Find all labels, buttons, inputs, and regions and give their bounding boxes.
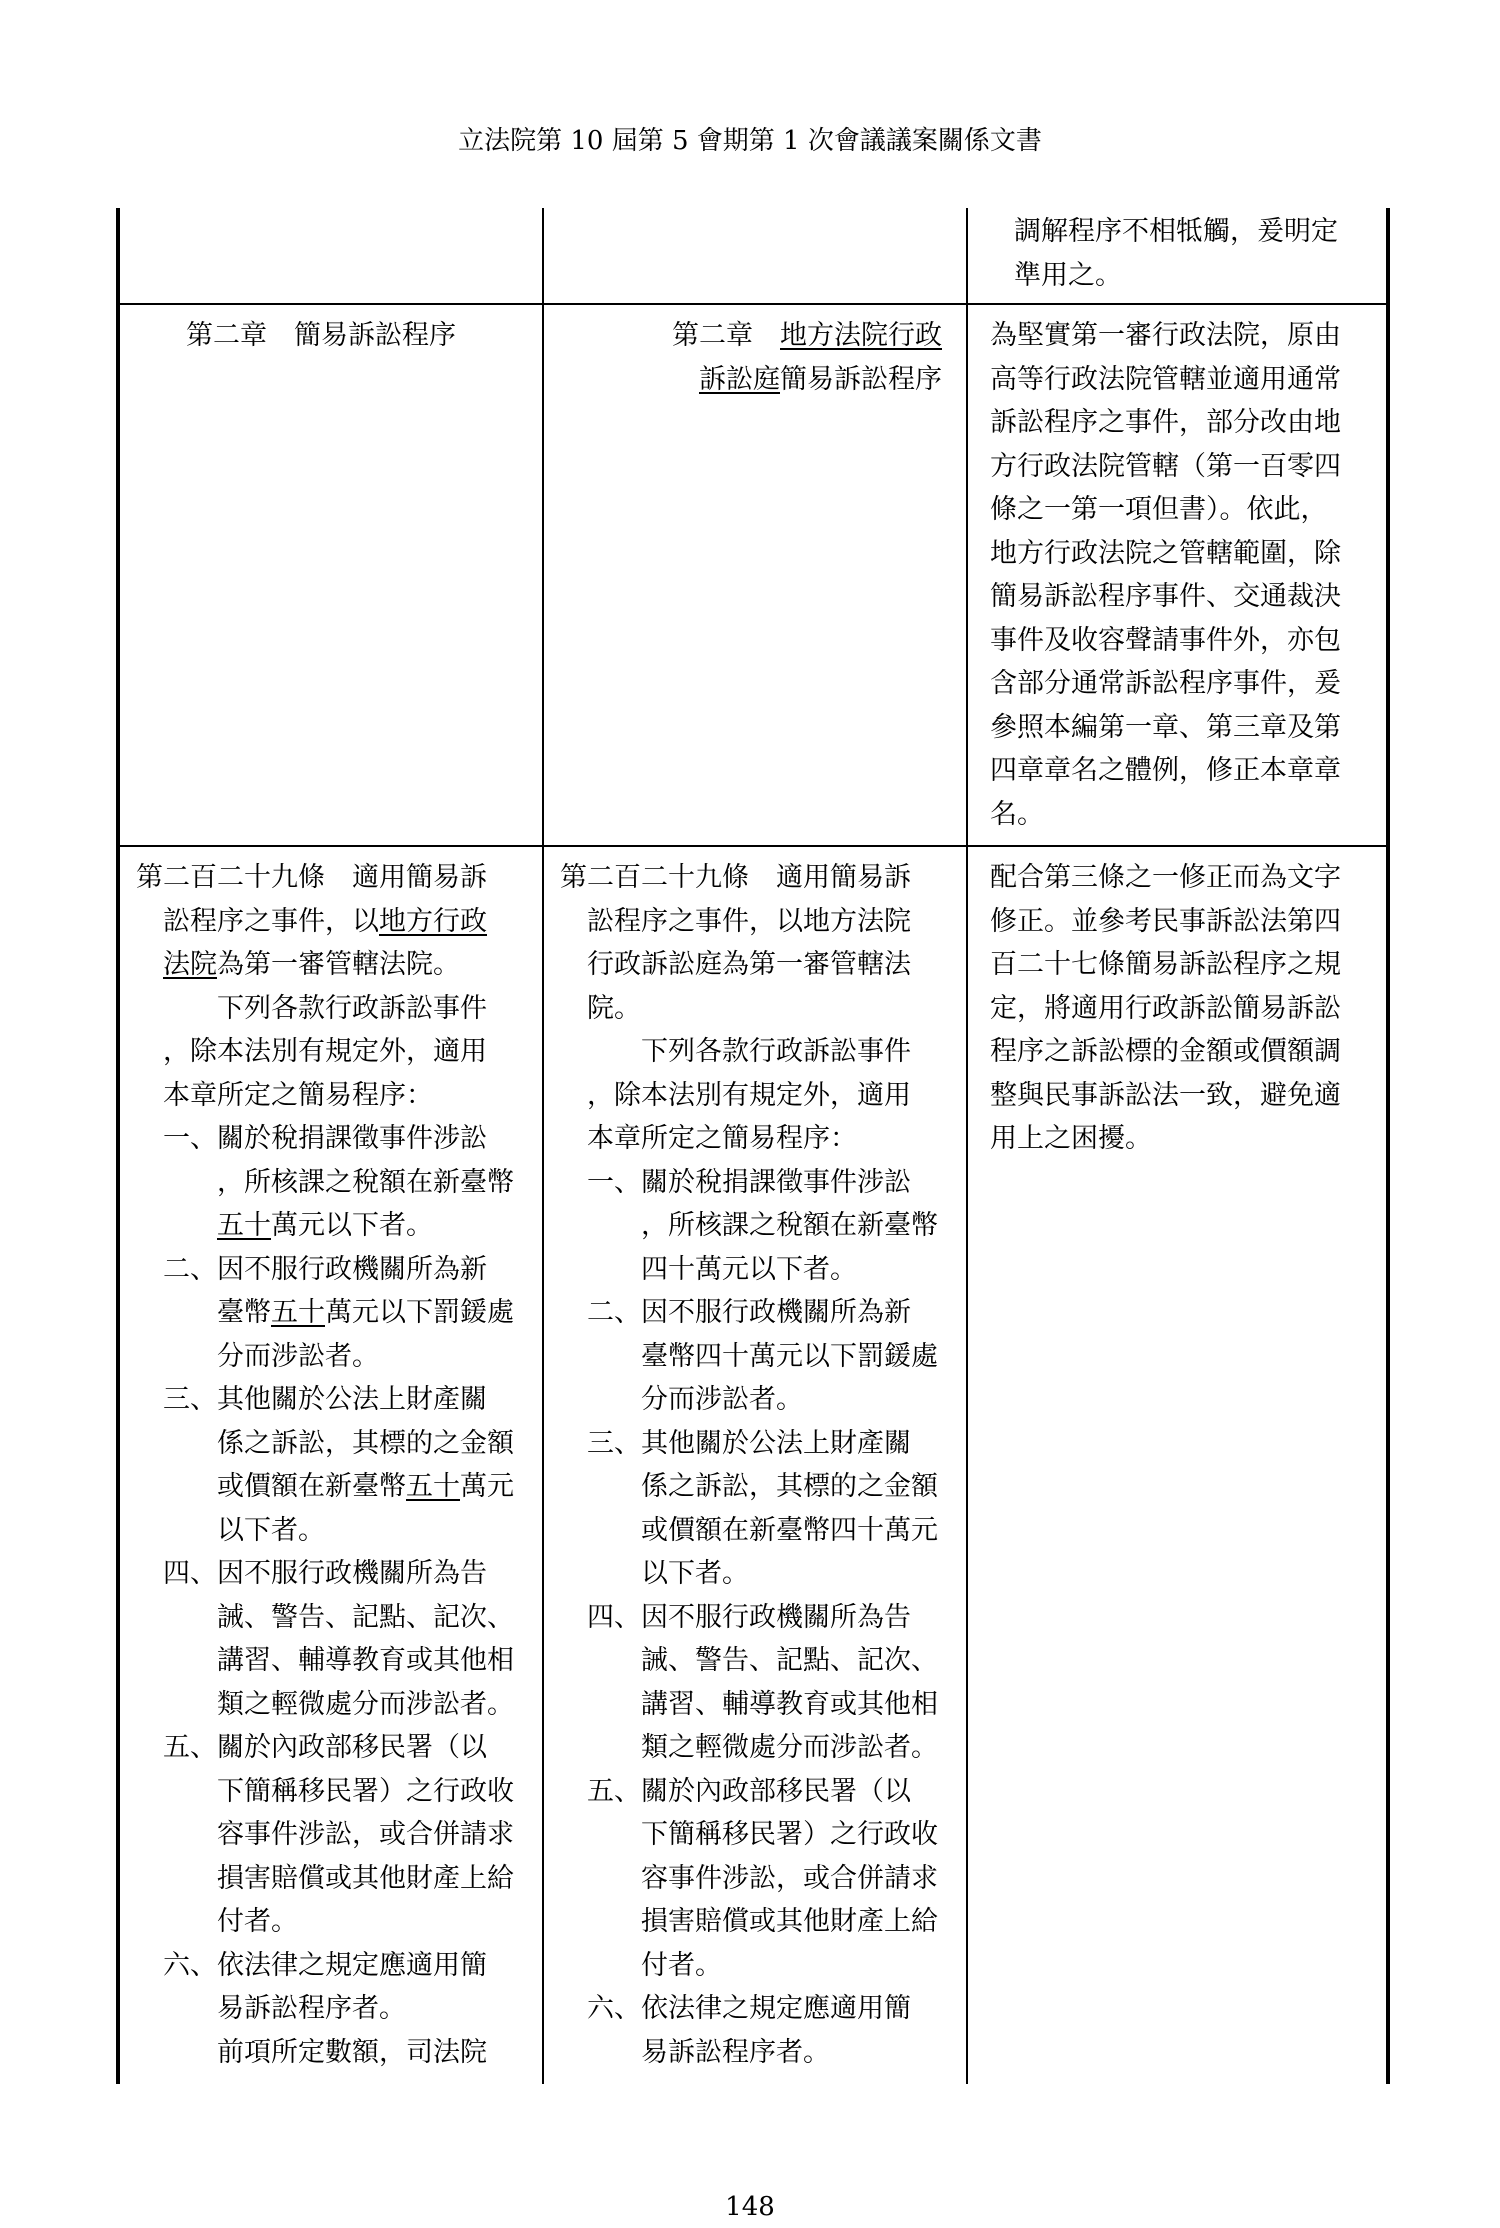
text-line: 第二百二十九條 適用簡易訴 [560,862,911,893]
text-line: 百二十七條簡易訴訟程序之規 [990,949,1341,980]
text-line: 或價額在新臺幣五十萬元 [217,1471,514,1502]
text-line: 含部分通常訴訟程序事件，爰 [990,668,1341,699]
text-line: 四十萬元以下者。 [641,1253,857,1285]
text-line: 法院為第一審管轄法院。 [163,949,460,980]
text-line: 下簡稱移民署）之行政收 [217,1775,514,1807]
text-line: 臺幣四十萬元以下罰鍰處 [641,1340,938,1372]
text-line: 二、因不服行政機關所為新 [587,1297,911,1328]
chapter-heading-amended [186,314,526,358]
text-line: 三、其他關於公法上財產關 [163,1384,487,1415]
text-line: 容事件涉訟，或合併請求 [217,1819,514,1850]
text-line: 五十萬元以下者。 [217,1210,433,1241]
text-line: ，除本法別有規定外，適用 [163,1036,487,1067]
text-line: 訴訟程序之事件，部分改由地 [990,407,1341,438]
underlined-text: 五十 [406,1471,460,1502]
text-line: 付者。 [217,1906,298,1937]
text-line: 分而涉訟者。 [217,1340,379,1372]
text-line: 行政訴訟庭為第一審管轄法 [587,949,911,980]
text-line: 用上之困擾。 [990,1123,1152,1154]
comparison-table [116,208,1390,2084]
text-line: 易訴訟程序者。 [641,2036,830,2068]
text-line: 四、因不服行政機關所為告 [163,1558,487,1589]
text-line: 事件及收容聲請事件外，亦包 [990,624,1341,656]
text-line: 三、其他關於公法上財產關 [587,1427,911,1459]
text-line: 簡易訴訟程序事件、交通裁決 [990,581,1341,612]
text-line: 講習、輔導教育或其他相 [217,1645,514,1676]
text-line: 一、關於稅捐課徵事件涉訟 [587,1166,911,1198]
text-line: 第二百二十九條 適用簡易訴 [136,862,487,893]
text-line: 下簡稱移民署）之行政收 [641,1819,938,1850]
text-line: 整與民事訴訟法一致，避免適 [990,1079,1341,1111]
article-229-amended [136,856,531,2074]
text-line: 誡、警告、記點、記次、 [641,1645,938,1676]
text-line: 類之輕微處分而涉訟者。 [217,1688,514,1720]
text-line: 誡、警告、記點、記次、 [217,1601,514,1633]
text-line: 以下者。 [641,1558,749,1589]
text-line: 六、依法律之規定應適用簡 [587,1993,911,2024]
underlined-text: 地方法院行政 [780,320,942,351]
text-line: 院。 [587,992,641,1024]
text-line: 係之訴訟，其標的之金額 [641,1471,938,1502]
text-line: 易訴訟程序者。 [217,1993,406,2024]
row-divider [120,303,1386,305]
text-line: 臺幣五十萬元以下罰鍰處 [217,1297,514,1328]
article-229-explanation [990,856,1380,1161]
text-line: 分而涉訟者。 [641,1384,803,1415]
text-line: 六、依法律之規定應適用簡 [163,1949,487,1981]
text-line: 配合第三條之一修正而為文字 [990,862,1341,893]
text-line: 下列各款行政訴訟事件 [641,1036,911,1067]
text-line: 準用之。 [1014,259,1122,291]
text-line: 二、因不服行政機關所為新 [163,1253,487,1285]
text-line: 係之訴訟，其標的之金額 [217,1427,514,1459]
text-line: 一、關於稅捐課徵事件涉訟 [163,1123,487,1154]
text-line: 五、關於內政部移民署（以 [163,1732,487,1763]
text-line: 講習、輔導教育或其他相 [641,1688,938,1720]
page-number: 148 [725,2192,775,2222]
row-divider [120,845,1386,847]
chapter-heading-original [556,314,942,401]
text-line: 定，將適用行政訴訟簡易訴訟 [990,992,1341,1024]
text-line: 以下者。 [217,1514,325,1546]
text-line: 容事件涉訟，或合併請求 [641,1862,938,1894]
article-229-original [560,856,955,2074]
continuation-explanation [990,210,1380,297]
text-line: ，所核課之稅額在新臺幣 [641,1210,938,1241]
text-line: 參照本編第一章、第三章及第 [990,711,1341,743]
text-line: 本章所定之簡易程序： [163,1079,433,1111]
text-line: 程序之訴訟標的金額或價額調 [990,1036,1341,1067]
text-line: 本章所定之簡易程序： [587,1123,857,1154]
underlined-text: 五十 [271,1297,325,1328]
text-line: 高等行政法院管轄並適用通常 [990,363,1341,395]
text-line: 地方行政法院之管轄範圍，除 [990,537,1341,569]
text-line: 前項所定數額，司法院 [217,2036,487,2068]
column-divider [542,208,544,2084]
text-line: ，除本法別有規定外，適用 [587,1079,911,1111]
underlined-text: 法院 [163,949,217,980]
underlined-text: 地方行政 [379,905,487,937]
text-line: 五、關於內政部移民署（以 [587,1775,911,1807]
chapter-explanation [990,314,1380,836]
text-line: 條之一第一項但書）。依此， [990,494,1328,525]
text-line: 訟程序之事件，以地方行政 [163,905,487,937]
text-line: ，所核課之稅額在新臺幣 [217,1166,514,1198]
text-line: 損害賠償或其他財產上給 [641,1906,938,1937]
underlined-text: 訴訟庭 [699,363,780,395]
chapter-heading-line-2: 訴訟庭簡易訴訟程序 [699,363,942,395]
text-line: 為堅實第一審行政法院，原由 [990,320,1341,351]
chapter-heading-line-1: 第二章 地方法院行政 [672,320,942,351]
text-line: 損害賠償或其他財產上給 [217,1862,514,1894]
column-divider [966,208,968,2084]
page-header: 立法院第 10 屆第 5 會期第 1 次會議議案關係文書 [458,126,1042,156]
text-line: 四、因不服行政機關所為告 [587,1601,911,1633]
text-line: 付者。 [641,1949,722,1981]
chapter-heading-text: 第二章 簡易訴訟程序 [186,320,456,351]
text-line: 調解程序不相牴觸，爰明定 [1014,216,1338,247]
underlined-text: 五十 [217,1210,271,1241]
text-line: 修正。並參考民事訴訟法第四 [990,905,1341,937]
text-line: 或價額在新臺幣四十萬元 [641,1514,938,1546]
text-line: 類之輕微處分而涉訟者。 [641,1732,938,1763]
text-line: 下列各款行政訴訟事件 [217,992,487,1024]
text-line: 名。 [990,798,1044,830]
text-line: 訟程序之事件，以地方法院 [587,905,911,937]
text-line: 方行政法院管轄（第一百零四 [990,450,1341,482]
text-line: 四章章名之體例，修正本章章 [990,755,1341,786]
